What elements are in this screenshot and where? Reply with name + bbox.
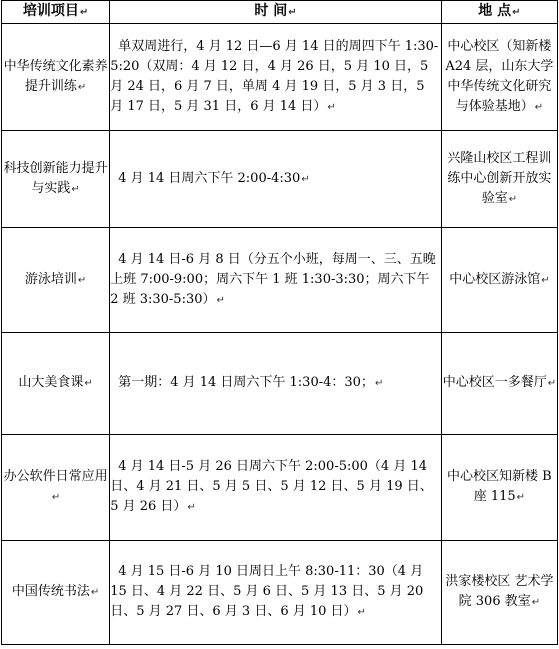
time-cell [110,541,442,645]
time-cell [110,333,442,435]
item-text: 游泳培训 [24,271,77,287]
time-text: 单双周进行，4 月 12 日—6 月 14 日的周四下午 1:30-5:20（双周：4 月 12 日，4 月 26 日，5 月 10 日，5 月 24 日，6 月 7 日，单周 4 月 19 日，5 月 3 日，5 月 17 日，5 月 31 日，6 月 14 日） [110,38,439,114]
time-text: 第一期：4 月 14 日周六下午 1:30-4：30； [118,375,374,390]
item-cell [2,333,110,435]
cell-end-mark-icon: ↵ [301,173,310,185]
item-cell [2,435,110,541]
place-cell [441,541,557,645]
time-cell [110,24,442,131]
header-item [2,1,110,24]
cell-end-mark-icon: ↵ [357,607,366,618]
place-cell [441,435,557,541]
header-time-text: 时 间 [254,3,288,19]
cell-end-mark-icon: ↵ [541,274,550,286]
place-text: 中心校区游泳馆 [449,271,541,287]
time-text: 4 月 14 日-5 月 26 日周六下午 2:00-5:00（4 月 14 日、4 月 21 日、5 月 5 日、5 月 12 日、5 月 19 日、5 月 26 日） [110,459,433,514]
cell-end-mark-icon: ↵ [516,492,526,503]
cell-end-mark-icon: ↵ [77,81,87,93]
place-text: 中心校区一多餐厅 [442,375,547,390]
item-text: 中国传统书法 [11,584,90,599]
cell-end-mark-icon: ↵ [534,101,544,113]
cell-end-mark-icon: ↵ [90,587,100,598]
cell-end-mark-icon: ↵ [71,183,80,195]
time-cell [110,131,442,228]
table-row [2,228,558,333]
time-text: 4 月 14 日周六下午 2:00-4:30 [118,170,301,186]
cell-end-mark-icon: ↵ [79,7,89,18]
cell-end-mark-icon: ↵ [547,378,557,389]
item-text: 山大美食课 [18,375,84,390]
cell-end-mark-icon: ↵ [512,7,521,18]
header-place [441,1,557,24]
item-cell [2,541,110,645]
header-time [110,1,442,24]
time-cell [110,435,442,541]
item-text: 办公软件日常应用 [3,469,108,484]
schedule-table [1,0,558,645]
cell-end-mark-icon: ↵ [374,378,384,389]
cell-end-mark-icon: ↵ [508,193,518,205]
item-cell [2,24,110,131]
item-cell [2,228,110,333]
header-place-text: 地 点 [478,3,512,19]
cell-end-mark-icon: ↵ [531,597,541,608]
place-text: 洪家楼校区 艺术学院 306 教室 [445,574,554,609]
cell-end-mark-icon: ↵ [216,294,225,306]
place-cell [441,131,557,228]
place-text: 兴隆山校区工程训练中心创新开放实验室 [447,150,552,206]
table-row [2,435,558,541]
time-text: 4 月 15 日-6 月 10 日周日上午 8:30-11：30（4 月 15 日、4 月 22 日、5 月 6 日、5 月 13 日、5 月 20 日、5 月 27 日、6 月 3 日、6 月 10 日） [110,564,424,619]
table-row [2,333,558,435]
header-row [2,1,558,24]
cell-end-mark-icon: ↵ [187,502,196,513]
item-cell [2,131,110,228]
cell-end-mark-icon: ↵ [84,378,93,389]
place-cell [441,24,557,131]
cell-end-mark-icon: ↵ [288,7,297,18]
item-text: 中华传统文化素养提升训练 [3,58,108,94]
table-row [2,131,558,228]
cell-end-mark-icon: ↵ [77,274,87,286]
cell-end-mark-icon: ↵ [327,101,336,113]
place-text: 中心校区（知新楼 A24 层，山东大学中华传统文化研究与体验基地） [445,38,554,114]
cell-end-mark-icon: ↵ [51,492,61,503]
table-row [2,24,558,131]
time-cell [110,228,442,333]
time-text: 4 月 14 日-6 月 8 日（分五个小班，每周一、三、五晚上班 7:00-9:00；周六下午 1 班 1:30-3:30；周六下午 2 班 3:30-5:30） [110,251,436,307]
place-cell [441,228,557,333]
header-item-text: 培训项目 [22,3,79,19]
item-text: 科技创新能力提升与实践 [3,160,108,196]
place-cell [441,333,557,435]
table-row [2,541,558,645]
place-text: 中心校区知新楼 B 座 115 [447,469,552,504]
